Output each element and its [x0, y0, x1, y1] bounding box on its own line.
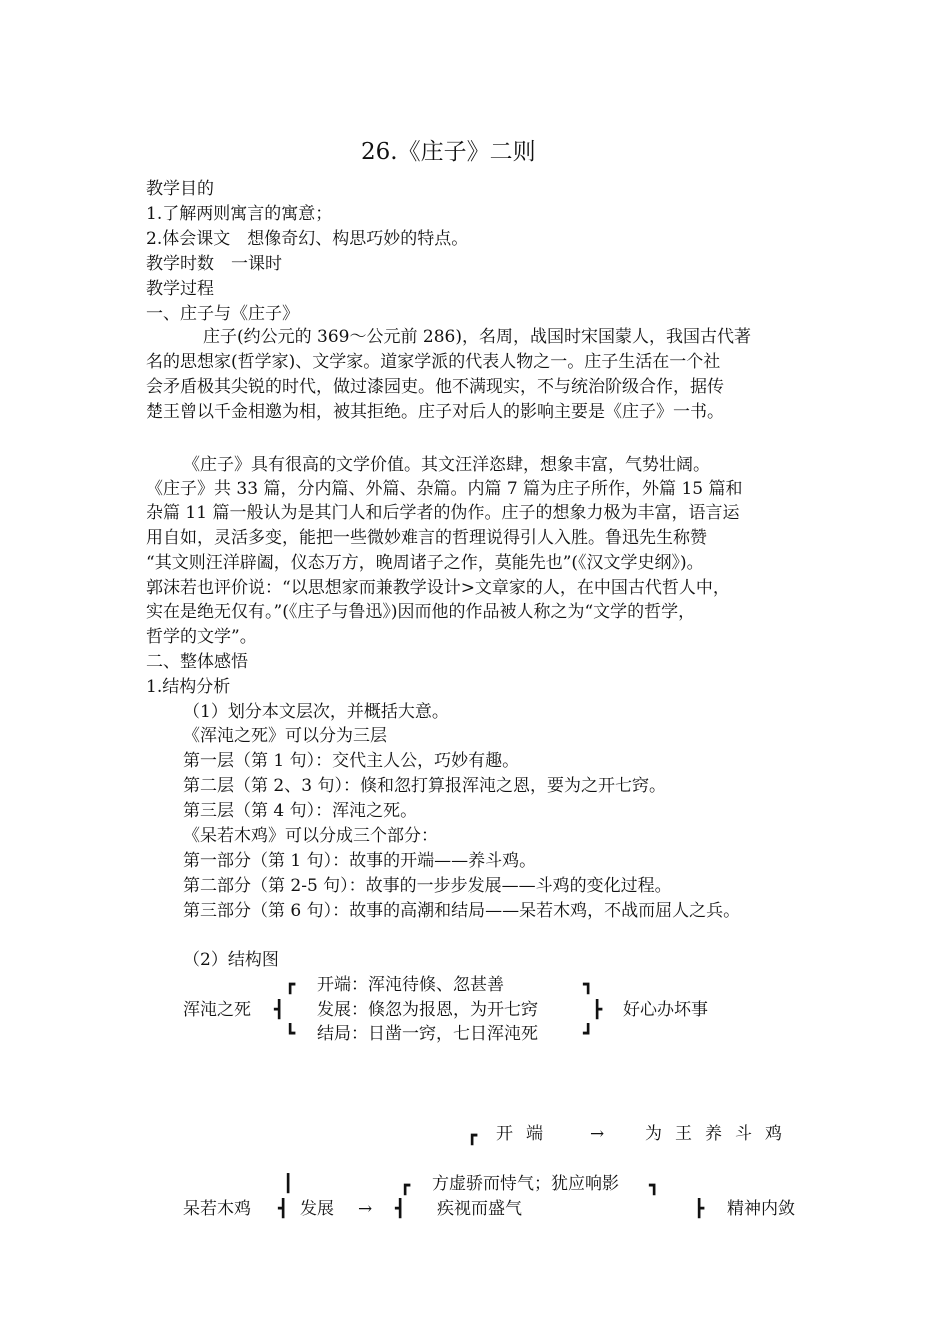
- paragraph-line: 郭沫若也评价说：“以思想家而兼教学设计>文章家的人，在中国古代哲人中，: [146, 578, 730, 598]
- text-line: （1）划分本文层次，并概括大意。: [183, 702, 449, 722]
- text-line: 第一部分（第 1 句）：故事的开端——养斗鸡。: [183, 851, 537, 871]
- bracket-top: ┏: [467, 1126, 478, 1146]
- paragraph-line: “其文则汪洋辟阖，仪态万方，晚周诸子之作，莫能先也”(《汉文学史纲》)。: [146, 553, 704, 573]
- diagram-root: 浑沌之死: [183, 1000, 251, 1020]
- bracket-right-mid: ┣: [694, 1199, 705, 1219]
- text-line: 第二部分（第 2-5 句）：故事的一步步发展——斗鸡的变化过程。: [183, 876, 672, 896]
- paragraph-line: 会矛盾极其尖锐的时代，做过漆园吏。他不满现实，不与统治阶级合作，据传: [146, 377, 724, 397]
- paragraph-line: 名的思想家(哲学家)、文学家。道家学派的代表人物之一。庄子生活在一个社: [146, 352, 721, 372]
- bracket-right-mid: ┣: [592, 1000, 603, 1020]
- section-heading: 一、庄子与《庄子》: [146, 304, 299, 324]
- bracket-vertical-bar: ┃: [283, 1174, 294, 1194]
- paragraph-line: 楚王曾以千金相邀为相，被其拒绝。庄子对后人的影响主要是《庄子》一书。: [146, 402, 724, 422]
- text-line: 第二层（第 2、3 句）：倏和忽打算报浑沌之恩，要为之开七窍。: [183, 776, 666, 796]
- diagram-stage-2: 疾视而盛气: [437, 1199, 522, 1219]
- diagram-node-start-result: 为王养斗鸡: [645, 1124, 795, 1144]
- bracket-inner-rtop: ┓: [649, 1176, 660, 1196]
- arrow-icon: →: [590, 1124, 605, 1144]
- bracket-right-top: ┓: [583, 975, 594, 995]
- diagram-node-start: 开端: [496, 1124, 556, 1144]
- diagram-conclusion: 好心办坏事: [623, 1000, 708, 1020]
- diagram-node-end: 结局：日凿一窍，七日浑沌死: [317, 1024, 538, 1044]
- bracket-inner-mid: ┫: [395, 1199, 406, 1219]
- text-line: 1.了解两则寓言的寓意；: [146, 204, 333, 224]
- bracket-right-bot: ┛: [583, 1024, 594, 1044]
- diagram-root: 呆若木鸡: [183, 1199, 251, 1219]
- bracket-inner-top: ┏: [400, 1176, 411, 1196]
- text-line: 第三层（第 4 句）：浑沌之死。: [183, 801, 418, 821]
- diagram-conclusion: 精神内敛: [727, 1199, 795, 1219]
- bracket-mid: ┫: [278, 1199, 289, 1219]
- section-heading: 二、整体感悟: [146, 652, 248, 672]
- paragraph-line: 庄子(约公元的 369～公元前 286)，名周，战国时宋国蒙人，我国古代著: [203, 327, 751, 347]
- text-line: 《呆若木鸡》可以分成三个部分：: [183, 826, 438, 846]
- text-line: 《浑沌之死》可以分为三层: [183, 726, 387, 746]
- section-heading: 教学目的: [146, 179, 214, 199]
- paragraph-line: 实在是绝无仅有。”(《庄子与鲁迅》)因而他的作品被人称之为“文学的哲学，: [146, 602, 696, 622]
- paragraph-line: 哲学的文学”。: [146, 627, 257, 647]
- diagram-node-start: 开端：浑沌待倏、忽甚善: [317, 975, 504, 995]
- paragraph-line: 杂篇 11 篇一般认为是其门人和后学者的伪作。庄子的想象力极为丰富，语言运: [146, 503, 740, 523]
- bracket-left-mid: ┫: [274, 1000, 285, 1020]
- text-line: 第一层（第 1 句）：交代主人公，巧妙有趣。: [183, 751, 520, 771]
- text-line: 第三部分（第 6 句）：故事的高潮和结局——呆若木鸡，不战而屈人之兵。: [183, 901, 741, 921]
- diagram-stage-1: 方虚骄而恃气；犹应响影: [432, 1174, 619, 1194]
- bracket-left-top: ┏: [285, 975, 296, 995]
- arrow-icon: →: [358, 1199, 373, 1219]
- bracket-left-bot: ┗: [285, 1024, 296, 1044]
- paragraph-line: 《庄子》具有很高的文学价值。其文汪洋恣肆，想象丰富，气势壮阔。: [183, 455, 710, 475]
- diagram-node-develop: 发展：倏忽为报恩，为开七窍: [317, 1000, 538, 1020]
- text-line: 教学时数 一课时: [146, 254, 282, 274]
- paragraph-line: 用自如，灵活多变，能把一些微妙难言的哲理说得引人入胜。鲁迅先生称赞: [146, 528, 707, 548]
- text-line: （2）结构图: [183, 950, 279, 970]
- subsection-heading: 1.结构分析: [146, 677, 231, 697]
- section-heading: 教学过程: [146, 279, 214, 299]
- text-line: 2.体会课文 想像奇幻、构思巧妙的特点。: [146, 229, 469, 249]
- diagram-node-develop: 发展: [300, 1199, 334, 1219]
- page-title: 26.《庄子》二则: [361, 139, 536, 165]
- paragraph-line: 《庄子》共 33 篇，分内篇、外篇、杂篇。内篇 7 篇为庄子所作，外篇 15 篇和: [146, 479, 743, 499]
